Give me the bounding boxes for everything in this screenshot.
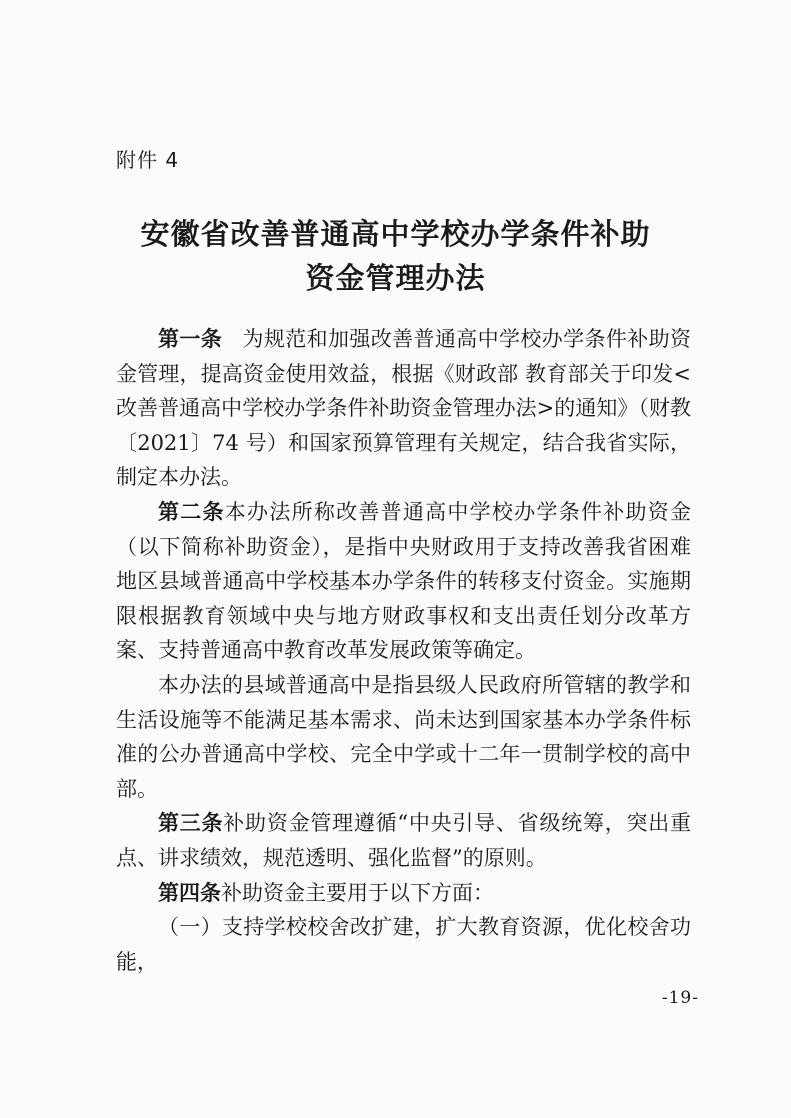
attachment-label: 附件 4: [116, 148, 180, 172]
article-text: 本办法的县域普通高中是指县级人民政府所管辖的教学和生活设施等不能满足基本需求、尚未达到国家基本办学条件标准的公办普通高中学校、完全中学或十二年一贯制学校的高中部。: [116, 672, 691, 801]
article-text: 为规范和加强改善普通高中学校办学条件补助资金管理，提高资金使用效益，根据《财政部 教育部关于印发<改善普通高中学校办学条件补助资金管理办法>的通知》（财教〔2021〕74 号）和国家预算管理有关规定，结合我省实际，制定本办法。: [116, 327, 691, 490]
document-title-line-1: 安徽省改善普通高中学校办学条件补助: [140, 217, 651, 251]
article-heading: 第一条: [158, 327, 223, 351]
article-heading: 第三条: [158, 811, 224, 836]
list-item-1: [116, 910, 691, 979]
article-3: [116, 806, 691, 875]
document-title-line-2: 资金管理办法: [305, 261, 486, 295]
article-text: 补助资金管理遵循“中央引导、省级统筹，突出重点、讲求绩效，规范透明、强化监督”的原则。: [116, 811, 692, 870]
article-2: [116, 495, 691, 668]
document-body: [116, 322, 691, 979]
article-4: [116, 876, 691, 911]
article-heading: 第四条: [158, 880, 221, 905]
article-1: [116, 322, 691, 495]
page-number: -19-: [661, 988, 699, 1008]
article-text: 本办法所称改善普通高中学校办学条件补助资金（以下简称补助资金），是指中央财政用于支持改善我省困难地区县域普通高中学校基本办学条件的转移支付资金。实施期限根据教育领域中央与地方财政事权和支出责任划分改革方案、支持普通高中教育改革发展政策等确定。: [116, 499, 692, 663]
article-text: （一）支持学校校舍改扩建，扩大教育资源，优化校舍功能，: [116, 915, 691, 974]
article-heading: 第二条: [158, 499, 225, 524]
paragraph-county-definition: [116, 668, 691, 806]
article-text: 补助资金主要用于以下方面：: [221, 880, 494, 905]
